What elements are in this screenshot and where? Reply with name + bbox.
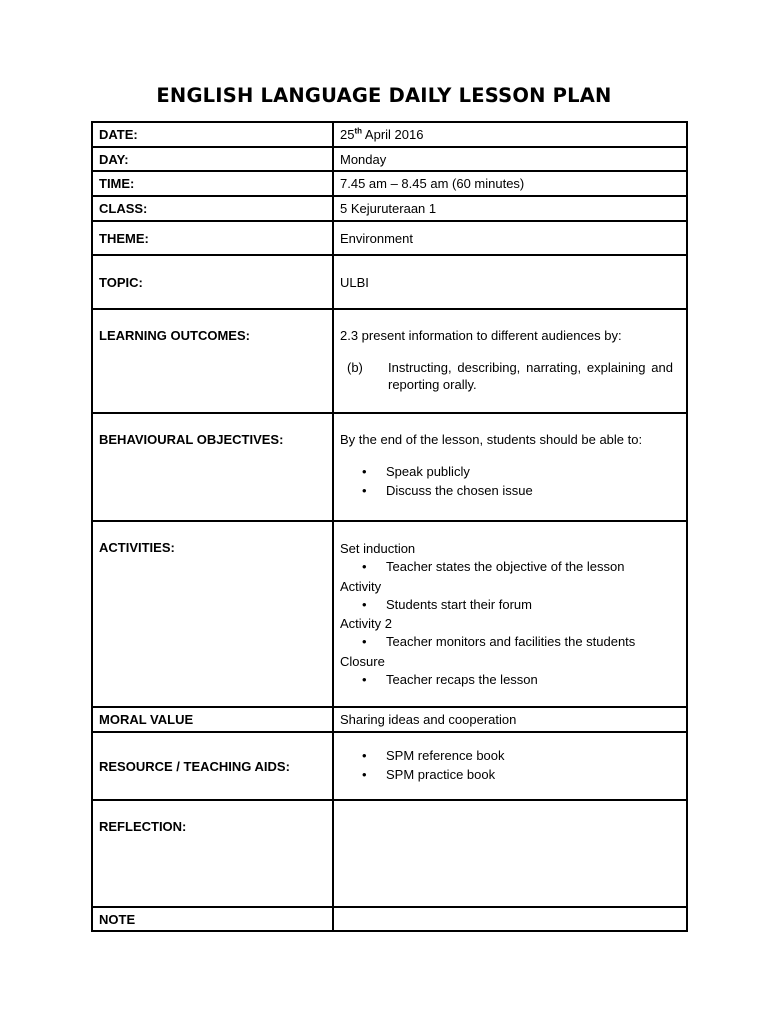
learning-outcome-marker: (b) [347,360,363,375]
learning-outcomes-intro: 2.3 present information to different audiences by: [340,328,622,343]
theme-label: THEME: [92,221,333,255]
list-item: • SPM practice book [340,766,686,785]
row-moral-value [92,707,687,732]
list-item: • Speak publicly [340,463,686,482]
list-item: • SPM reference book [340,747,686,766]
resources-list [340,747,686,784]
learning-outcomes-value [333,309,687,413]
activity-heading: Activity 2 [340,616,393,631]
page-title: ENGLISH LANGUAGE DAILY LESSON PLAN [156,84,612,107]
note-label: NOTE [92,907,333,931]
list-item: • Teacher monitors and facilities the students [340,633,686,652]
activity-list [340,633,686,652]
activity-list [340,671,686,690]
activities-value [333,521,687,707]
row-theme [92,221,687,255]
topic-label: TOPIC: [92,255,333,309]
activity-heading: Activity [340,578,382,594]
activities-label: ACTIVITIES: [92,521,333,707]
reflection-value [333,800,687,907]
row-activities [92,521,687,707]
row-behavioural-objectives [92,413,687,521]
day-value: Monday [333,147,687,171]
list-item: • Teacher states the objective of the lesson [340,558,686,577]
time-value: 7.45 am – 8.45 am (60 minutes) [333,171,687,196]
date-label: DATE: [92,122,333,147]
reflection-label: REFLECTION: [92,800,333,907]
time-label: TIME: [92,171,333,196]
resources-label: RESOURCE / TEACHING AIDS: [92,732,333,800]
row-reflection [92,800,687,907]
row-learning-outcomes [92,309,687,413]
resources-value [333,732,687,800]
row-topic [92,255,687,309]
behavioural-objectives-intro: By the end of the lesson, students should be able to: [340,432,643,447]
topic-value: ULBI [333,255,687,309]
day-label: DAY: [92,147,333,171]
learning-outcome-text: Instructing, describing, narrating, explaining and reporting orally. [388,360,673,392]
list-item: • Students start their forum [340,596,686,615]
list-item: • Teacher recaps the lesson [340,671,686,690]
behavioural-objectives-label: BEHAVIOURAL OBJECTIVES: [92,413,333,521]
row-date [92,122,687,147]
row-time [92,171,687,196]
row-class [92,196,687,221]
date-value [333,122,687,147]
activity-list [340,596,686,615]
moral-value-label: MORAL VALUE [92,707,333,732]
row-resources [92,732,687,800]
moral-value-value: Sharing ideas and cooperation [333,707,687,732]
learning-outcomes-label: LEARNING OUTCOMES: [92,309,333,413]
class-value: 5 Kejuruteraan 1 [333,196,687,221]
lesson-plan-table [91,121,688,932]
date-month-year: April 2016 [362,127,424,142]
note-value [333,907,687,931]
theme-value: Environment [333,221,687,255]
activity-heading: Closure [340,653,385,669]
behavioural-objectives-value [333,413,687,521]
row-day [92,147,687,171]
behavioural-objectives-list [340,463,686,500]
date-day-number: 25 [340,127,355,142]
learning-outcome-item [340,359,686,393]
list-item: • Discuss the chosen issue [340,482,686,501]
row-note [92,907,687,931]
class-label: CLASS: [92,196,333,221]
date-suffix: th [354,126,363,136]
activity-heading: Set induction [340,541,416,556]
activity-list [340,558,686,577]
